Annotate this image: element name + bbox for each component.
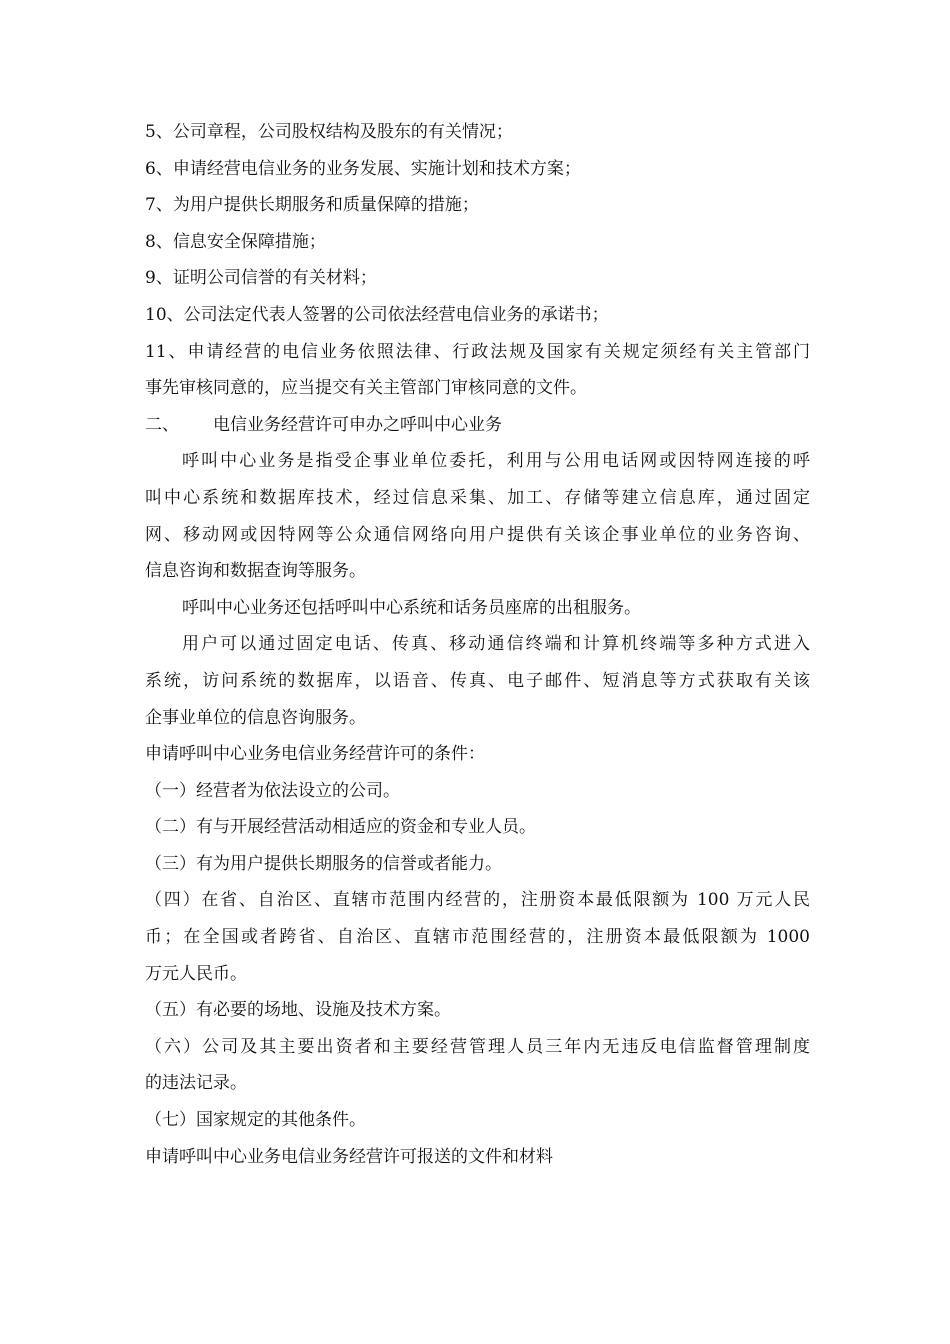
paragraph-1-line-1: 呼叫中心业务是指受企事业单位委托，利用与公用电话网或因特网连接的呼 bbox=[182, 451, 810, 472]
paragraph-3-line-3: 企事业单位的信息咨询服务。 bbox=[145, 707, 366, 728]
condition-4-line-3: 万元人民币。 bbox=[145, 963, 247, 984]
condition-4-line-2: 币；在全国或者跨省、自治区、直辖市范围经营的，注册资本最低限额为 1000 bbox=[145, 927, 810, 948]
document-page bbox=[145, 114, 810, 1175]
section-number: 二、 bbox=[145, 414, 179, 435]
paragraph-1-line-2: 叫中心系统和数据库技术，经过信息采集、加工、存储等建立信息库，通过固定 bbox=[145, 487, 810, 508]
list-item-7: 7、为用户提供长期服务和质量保障的措施； bbox=[145, 195, 479, 216]
conditions-title: 申请呼叫中心业务电信业务经营许可的条件： bbox=[145, 744, 485, 765]
list-item-6: 6、申请经营电信业务的业务发展、实施计划和技术方案； bbox=[145, 158, 581, 179]
condition-7: （七）国家规定的其他条件。 bbox=[145, 1110, 366, 1131]
paragraph-3-line-1: 用户可以通过固定电话、传真、移动通信终端和计算机终端等多种方式进入 bbox=[182, 634, 810, 655]
list-item-5: 5、公司章程，公司股权结构及股东的有关情况； bbox=[145, 122, 513, 142]
condition-3: （三）有为用户提供长期服务的信誉或者能力。 bbox=[145, 853, 502, 874]
condition-1: （一）经营者为依法设立的公司。 bbox=[145, 780, 400, 801]
list-item-10: 10、公司法定代表人签署的公司依法经营电信业务的承诺书； bbox=[145, 304, 609, 325]
condition-6-line-1: （六）公司及其主要出资者和主要经营管理人员三年内无违反电信监督管理制度 bbox=[145, 1036, 810, 1057]
condition-2: （二）有与开展经营活动相适应的资金和专业人员。 bbox=[145, 817, 536, 838]
paragraph-1-line-3: 网、移动网或因特网等公众通信网络向用户提供有关该企事业单位的业务咨询、 bbox=[145, 524, 810, 545]
list-item-11-line-2: 事先审核同意的，应当提交有关主管部门审核同意的文件。 bbox=[145, 378, 587, 399]
section-heading bbox=[145, 407, 810, 444]
list-item-9: 9、证明公司信誉的有关材料； bbox=[145, 268, 377, 289]
paragraph-2: 呼叫中心业务还包括呼叫中心系统和话务员座席的出租服务。 bbox=[182, 597, 641, 618]
materials-title: 申请呼叫中心业务电信业务经营许可报送的文件和材料 bbox=[145, 1146, 553, 1167]
list-item-8: 8、信息安全保障措施； bbox=[145, 231, 326, 252]
list-item-11-line-1: 11、申请经营的电信业务依照法律、行政法规及国家有关规定须经有关主管部门 bbox=[145, 341, 810, 362]
condition-4-line-1: （四）在省、自治区、直辖市范围内经营的，注册资本最低限额为 100 万元人民 bbox=[145, 890, 810, 911]
paragraph-1-line-4: 信息咨询和数据查询等服务。 bbox=[145, 561, 366, 582]
section-title: 电信业务经营许可申办之呼叫中心业务 bbox=[213, 414, 502, 435]
paragraph-3-line-2: 系统，访问系统的数据库，以语音、传真、电子邮件、短消息等方式获取有关该 bbox=[145, 670, 810, 691]
condition-6-line-2: 的违法记录。 bbox=[145, 1073, 247, 1094]
condition-5: （五）有必要的场地、设施及技术方案。 bbox=[145, 1000, 451, 1021]
